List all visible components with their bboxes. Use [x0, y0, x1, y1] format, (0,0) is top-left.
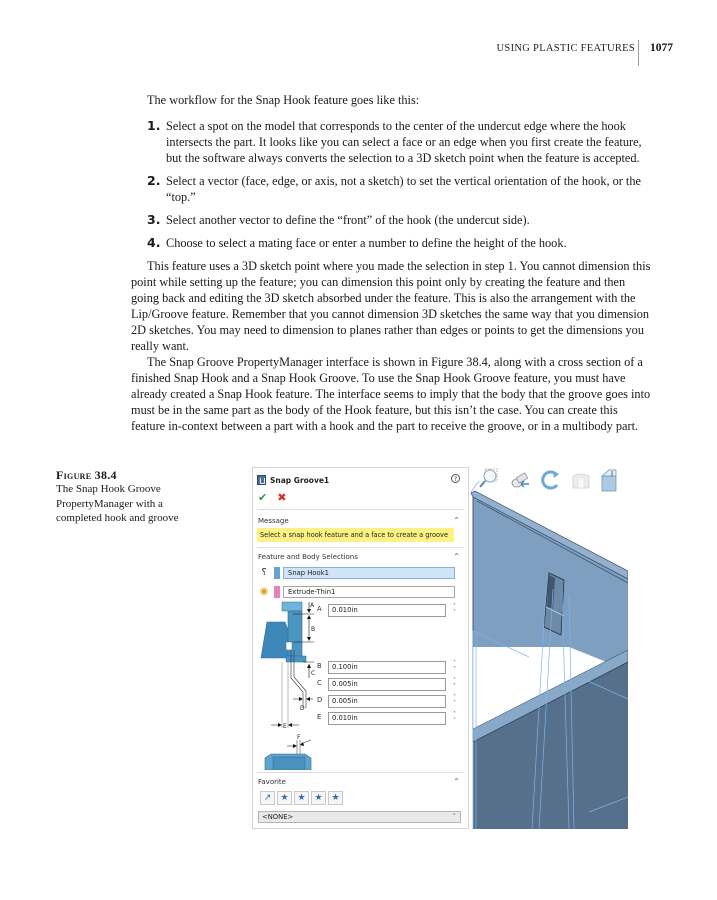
step-item [131, 118, 651, 166]
body-paragraph: This feature uses a 3D sketch point where you made the selection in step 1. You cannot dimension this point while setting up the feature; you can dimension this point only by creating the feature and then going back and editing the 3D sketch absorbed under the feature. This is also the arrangement with the Lip/Groove feature. Remember that you cannot dimension 3D sketches the same way that you dimension 2D sketches. You may need to dimension to planes rather than edges or points to get the dimensions you really want. [131, 259, 651, 353]
dimension-d-input[interactable]: 0.005in [328, 695, 446, 708]
delete-favorite-icon[interactable]: ★ [294, 791, 309, 805]
pm-title-bar [257, 474, 329, 486]
dim-label-a: A [317, 605, 322, 613]
selections-group-header[interactable] [258, 553, 460, 561]
model-viewport[interactable] [469, 467, 628, 829]
favorite-toolbar [260, 791, 343, 805]
load-favorite-icon[interactable]: ★ [328, 791, 343, 805]
figure-caption-text: The Snap Hook Groove PropertyManager with a completed hook and groove [56, 483, 179, 524]
diagram-label-e: E [283, 723, 287, 730]
snap-groove-feature-icon [257, 475, 266, 485]
pm-actions [258, 491, 286, 504]
dimension-a-input[interactable]: 0.010in [328, 604, 446, 617]
dim-label-b: B [317, 662, 322, 670]
divider [257, 772, 464, 773]
snap-hook-icon: ⸮ [261, 566, 267, 578]
message-group-label: Message [258, 517, 289, 525]
diagram-label-f: F [297, 734, 301, 741]
step-item [131, 235, 651, 251]
figure-label: Figure 38.4 [56, 468, 117, 482]
step-number: 1. [147, 118, 161, 133]
step-number: 2. [147, 173, 161, 188]
add-favorite-icon[interactable]: ★ [277, 791, 292, 805]
diagram-label-a: A [310, 602, 315, 609]
hook-feature-selection-row [258, 566, 455, 579]
dim-label-e: E [317, 713, 322, 721]
snap-groove-model [469, 467, 628, 829]
collapse-chevron-icon[interactable]: ⌃ [453, 516, 460, 525]
step-item [131, 212, 651, 228]
divider [257, 509, 464, 510]
favorite-dropdown[interactable] [258, 811, 461, 823]
step-text: Select a spot on the model that corresponds to the center of the undercut edge where the hook intersects the part. It looks like you can select a face or an edge when you first create the feature, but the software always converts the selection to a 3D sketch point when the feature is accepted. [166, 119, 642, 165]
favorite-selected-value: <NONE> [262, 813, 294, 821]
step-text: Select a vector (face, edge, or axis, not a sketch) to set the vertical orientation of the hook, or the “top.” [166, 174, 641, 204]
step-text: Select another vector to define the “front” of the hook (the undercut side). [166, 213, 530, 227]
body-text [131, 92, 651, 434]
workflow-steps [131, 118, 651, 251]
dimension-d-spinner[interactable]: ˄ ˅ [453, 694, 456, 707]
dim-label-d: D [317, 696, 323, 704]
favorite-group-label: Favorite [258, 778, 286, 786]
dim-label-c: C [317, 679, 322, 687]
figure-screenshot [252, 467, 628, 829]
section-title: USING PLASTIC FEATURES [496, 43, 635, 54]
body-field[interactable]: Extrude-Thin1 [283, 586, 455, 598]
running-header [0, 40, 717, 64]
page-number: 1077 [650, 42, 673, 54]
dimension-c-spinner[interactable]: ˄ ˅ [453, 677, 456, 690]
diagram-label-c: C [311, 670, 316, 677]
body-color-chip [274, 586, 280, 598]
step-item [131, 173, 651, 205]
dimension-b-spinner[interactable]: ˄ ˅ [453, 660, 456, 673]
body-paragraph: The Snap Groove PropertyManager interface is shown in Figure 38.4, along with a cross section of a finished Snap Hook and a Snap Hook Groove. To use the Snap Hook Groove feature, you must have already created a Snap Hook feature. The interface seems to imply that the body that the groove goes into must be in the same part as the body of the Hook feature, but this isn’t the case. You can create this feature in-context between a part with a hook and the part to receive the groove, or in a multibody part. [131, 355, 651, 433]
hook-color-chip [274, 567, 280, 579]
step-number: 4. [147, 235, 161, 250]
hook-groove-cross-section-diagram [259, 600, 323, 770]
chevron-down-icon: ˅ [452, 813, 456, 821]
body-selection-row [258, 585, 455, 598]
dimension-a-spinner[interactable]: ˄ ˅ [453, 603, 456, 616]
pm-title: Snap Groove1 [270, 475, 330, 485]
favorite-group-header[interactable] [258, 778, 460, 786]
step-text: Choose to select a mating face or enter a number to define the height of the hook. [166, 236, 567, 250]
intro-paragraph: The workflow for the Snap Hook feature goes like this: [147, 93, 420, 107]
message-text: Select a snap hook feature and a face to create a groove [257, 528, 454, 542]
body-icon: ◉ [259, 585, 269, 597]
step-number: 3. [147, 212, 161, 227]
help-icon[interactable]: ? [451, 474, 460, 483]
diagram-label-d: D [300, 705, 305, 712]
ok-check-icon[interactable]: ✔ [258, 491, 268, 504]
figure-caption [56, 468, 206, 525]
dimension-b-input[interactable]: 0.100in [328, 661, 446, 674]
dimension-e-spinner[interactable]: ˄ ˅ [453, 711, 456, 724]
apply-defaults-icon[interactable]: ↗ [260, 791, 275, 805]
selections-group-label: Feature and Body Selections [258, 553, 358, 561]
collapse-chevron-icon[interactable]: ⌃ [453, 777, 460, 786]
dimension-c-input[interactable]: 0.005in [328, 678, 446, 691]
header-divider [638, 40, 639, 66]
collapse-chevron-icon[interactable]: ⌃ [453, 552, 460, 561]
save-favorite-icon[interactable]: ★ [311, 791, 326, 805]
dimension-e-input[interactable]: 0.010in [328, 712, 446, 725]
cancel-x-icon[interactable]: ✖ [277, 491, 287, 504]
hook-feature-field[interactable]: Snap Hook1 [283, 567, 455, 579]
divider [257, 547, 464, 548]
diagram-label-b: B [311, 626, 316, 633]
message-group-header[interactable] [258, 517, 460, 525]
snap-groove-property-manager [252, 467, 469, 829]
